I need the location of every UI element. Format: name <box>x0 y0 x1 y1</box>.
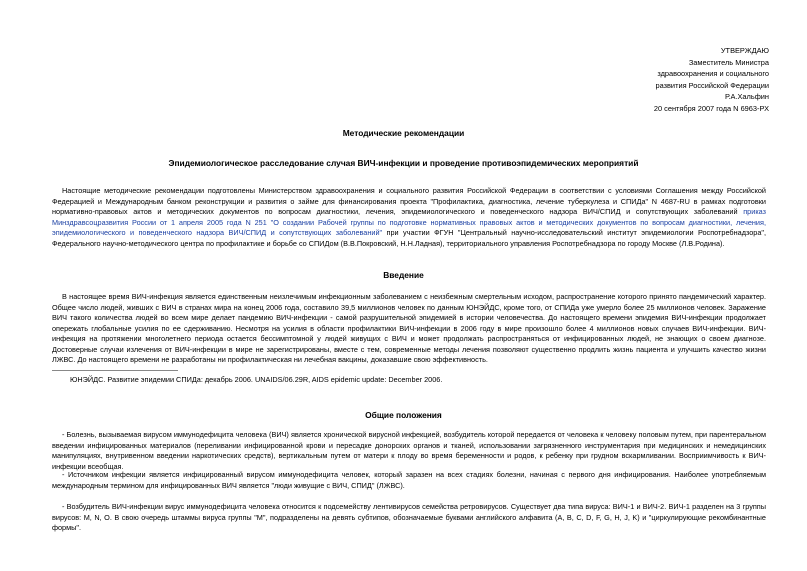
intro-text: Настоящие методические рекомендации подготовлены Министерством здравоохранения и социального развития Российской Федерации в соответствии с условиями Соглашения между Российской Федерацией и Международным банком реконструкции и развития о займе для финансирования проекта "Профилактика, диагностика, лечение туберкулеза и СПИДа" N 4687-RU в рамках подготовки нормативно-правовых актов и методических документов по вопросам диагностики, лечения, эпидемиологического и поведенческого надзора ВИЧ/СПИД и сопутствующих заболеваний <box>52 186 766 216</box>
intro-text-tail: при участии ФГУН "Центральный научно-исследовательский институт эпидемиологии Роспотребнадзора", Федерального научно-методического центра по профилактике и борьбе со СПИДом (В.В.Покровский, Н.Н.Ладная), территориального управления Роспотребнадзора по городу Москве (Л.В.Родина). <box>52 228 767 248</box>
introduction-text: В настоящее время ВИЧ-инфекция является единственным неизлечимым инфекционным заболеванием с неизбежным смертельным исходом, распространение которого принято пандемический характер. Общее число людей, живших с ВИЧ в странах мира на конец 2006 года, составило 39,5 миллионов человек по данным ЮНЭЙДС, кроме того, от СПИДа уже умерло более 25 миллионов человек. Заражение ВИЧ такого количества людей во всем мире делает пандемию ВИЧ-инфекции - самой разрушительной эпидемией в истории человечества. До настоящего времени эпидемия ВИЧ-инфекции продолжает опережать глобальные усилия по ее сдерживанию. Несмотря на усилия в области профилактики ВИЧ-инфекции в 2006 году в мире произошло более 4 миллионов новых случаев ВИЧ-инфекции. ВИЧ-инфекция на протяжении многолетнего периода остается бессимптомной у людей живущих с ВИЧ и может продолжать распространяться от инфицированных людей, не знающих о своем диагнозе. Достоверные случаи излечения от ВИЧ-инфекции в мире не зарегистрированы, вместе с тем, современные методы лечения позволяют существенно продлить жизнь пациента и улучшить качество жизни ЛЖВС. До настоящего времени не разработаны ни профилактическая ни лечебная вакцины, доказавшие свою эффективность. <box>52 292 766 364</box>
approval-line: развития Российской Федерации <box>655 80 769 90</box>
approval-block <box>569 45 769 115</box>
approval-line: Заместитель Министра <box>688 57 769 67</box>
general-heading: Общие положения <box>365 410 442 420</box>
general-paragraph <box>52 470 766 491</box>
introduction-heading: Введение <box>383 270 424 280</box>
introduction-paragraph <box>52 292 766 366</box>
general-paragraph <box>52 502 766 534</box>
document-subtitle: Эпидемиологическое расследование случая ВИЧ-инфекции и проведение противоэпидемических мероприятий <box>168 158 639 168</box>
approval-line: Р.А.Хальфин <box>724 92 769 102</box>
order-link[interactable]: приказ Минздравсоцразвития России от 1 апреля 2005 года N 251 "О создании Рабочей группы по подготовке нормативных правовых актов и методических документов по вопросам диагностики, лечения, эпидемиологического и поведенческого надзора ВИЧ/СПИД и сопутствующих заболеваний" <box>52 207 766 237</box>
approval-line: здравоохранения и социального <box>657 69 769 79</box>
footnote-divider <box>52 370 178 371</box>
general-paragraph <box>52 430 766 472</box>
general-text: - Болезнь, вызываемая вирусом иммунодефицита человека (ВИЧ) является хронической вирусной инфекцией, возбудитель которой передается от человека к человеку половым путем, при парентеральном введении инфицированных материалов (переливании инфицированной крови и пересадке донорских органов и тканей, использовании загрязненного инструментария при медицинских и немедицинских манипуляциях, внутривенном введении наркотических средств), вертикальным путем от матери к плоду во время беременности и родов, к ребенку при грудном вскармливании. Восприимчивость к ВИЧ-инфекции всеобщая. <box>52 430 766 471</box>
intro-paragraph <box>52 186 766 249</box>
approval-line: УТВЕРЖДАЮ <box>720 46 769 55</box>
approval-line: 20 сентября 2007 года N 6963-РХ <box>653 103 769 113</box>
general-text: - Возбудитель ВИЧ-инфекции вирус иммунодефицита человека относится к подсемейству лентивирусов семейства ретровирусов. Существует два типа вируса: ВИЧ-1 и ВИЧ-2. ВИЧ-1 разделен на 3 группы вирусов: M, N, O. В свою очередь штаммы вируса группы "M", подразделены на девять субтипов, обозначаемые буквами английского алфавита (A, B, C, D, F, G, H, J, K) и "циркулирующие рекомбинантные формы". <box>52 502 766 532</box>
general-text: - Источником инфекции является инфицированный вирусом иммунодефицита человек, который заразен на всех стадиях болезни, начиная с первого дня инфицирования. Наиболее употребляемым международным термином для инфицированных ВИЧ является "люди живущие с ВИЧ, СПИД" (ЛЖВС). <box>52 470 766 490</box>
footnote: ЮНЭЙДС. Развитие эпидемии СПИДа: декабрь 2006. UNAIDS/06.29R, AIDS epidemic update: December 2006. <box>70 375 443 384</box>
document-title: Методические рекомендации <box>342 128 465 138</box>
